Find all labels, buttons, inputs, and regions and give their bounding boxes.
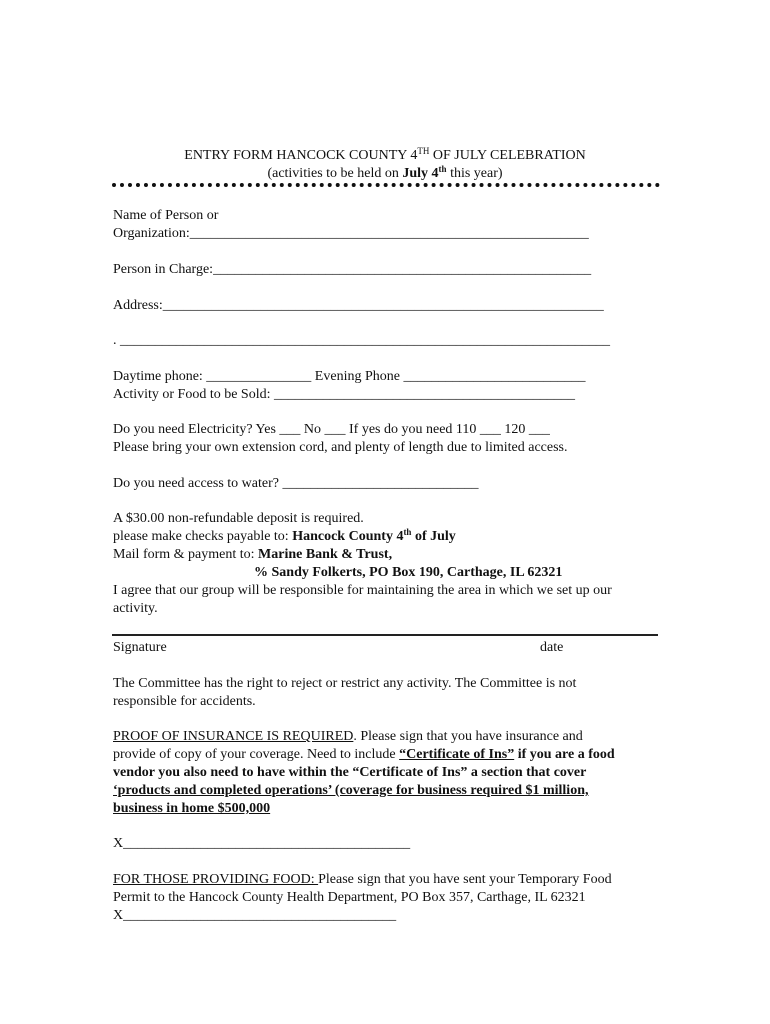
payable-to-line xyxy=(113,528,456,546)
subtitle-text-end: this year) xyxy=(446,166,503,181)
insurance-heading: PROOF OF INSURANCE IS REQUIRED xyxy=(113,729,354,744)
phone-fields[interactable]: Daytime phone: _______________ Evening Phone __________________________ xyxy=(113,369,586,384)
agreement-line-2: activity. xyxy=(113,601,158,616)
name-label: Name of Person or xyxy=(113,208,219,223)
mailing-address xyxy=(254,564,562,582)
payee-superscript: th xyxy=(403,527,412,537)
signature-line[interactable] xyxy=(112,634,658,636)
form-title xyxy=(0,147,770,165)
insurance-line-1 xyxy=(113,728,583,746)
payee-name-end: of July xyxy=(411,529,456,544)
food-signature-field[interactable]: X_______________________________________ xyxy=(113,908,397,923)
title-superscript: TH xyxy=(417,146,430,156)
person-in-charge-field[interactable]: Person in Charge:______________________________________________________ xyxy=(113,262,592,277)
address-field[interactable]: Address:_______________________________________________________________ xyxy=(113,298,604,313)
insurance-line-4 xyxy=(113,782,588,800)
food-vendor-text: if you are a food xyxy=(514,747,615,762)
deposit-text: A $30.00 non-refundable deposit is required. xyxy=(113,511,364,526)
mail-to-label: Mail form & payment to: xyxy=(113,547,259,562)
insurance-line-2 xyxy=(113,746,615,764)
subtitle-text: (activities to be held on xyxy=(267,166,403,181)
bank-name: Marine Bank & Trust, xyxy=(258,547,393,562)
payee-name: Hancock County 4 xyxy=(292,529,404,544)
payable-label: please make checks payable to: xyxy=(113,529,293,544)
committee-line-1: The Committee has the right to reject or restrict any activity. The Committee is not xyxy=(113,676,577,691)
electricity-question[interactable]: Do you need Electricity? Yes ___ No ___ If yes do you need 110 ___ 120 ___ xyxy=(113,422,550,437)
mailing-address-text: % Sandy Folkerts, PO Box 190, Carthage, IL 62321 xyxy=(254,565,563,580)
mail-to-line xyxy=(113,546,392,564)
activity-field[interactable]: Activity or Food to be Sold: ___________________________________________ xyxy=(113,387,575,402)
insurance-home-text: business in home $500,000 xyxy=(113,801,271,816)
title-text-end: OF JULY CELEBRATION xyxy=(429,148,586,163)
agreement-line-1: I agree that our group will be responsible for maintaining the area in which we set up our xyxy=(113,583,612,598)
subtitle-superscript: th xyxy=(438,164,447,174)
insurance-signature-field[interactable]: X_________________________________________ xyxy=(113,836,411,851)
food-heading: FOR THOSE PROVIDING FOOD: xyxy=(113,872,319,887)
extension-cord-note: Please bring your own extension cord, and plenty of length due to limited access. xyxy=(113,440,568,455)
insurance-line-3 xyxy=(113,764,586,782)
insurance-products-text: ‘products and completed operations’ (coverage for business required $1 million, xyxy=(113,783,589,798)
address-line-2-field[interactable]: . ______________________________________________________________________ xyxy=(113,333,610,348)
insurance-instruction: . Please sign that you have insurance and xyxy=(353,729,583,744)
insurance-vendor-text: vendor you also need to have within the “Certificate of Ins” a section that cover xyxy=(113,765,587,780)
organization-field[interactable]: Organization:_________________________________________________________ xyxy=(113,226,589,241)
certificate-of-ins-text: “Certificate of Ins” xyxy=(399,747,515,762)
form-subtitle xyxy=(0,165,770,183)
committee-line-2: responsible for accidents. xyxy=(113,694,256,709)
insurance-line-5 xyxy=(113,800,270,818)
insurance-coverage-text: provide of copy of your coverage. Need to include xyxy=(113,747,400,762)
food-line-2: Permit to the Hancock County Health Department, PO Box 357, Carthage, IL 62321 xyxy=(113,890,586,905)
dotted-divider xyxy=(112,183,660,187)
water-question[interactable]: Do you need access to water? ____________________________ xyxy=(113,476,479,491)
date-label: date xyxy=(540,640,564,655)
title-text: ENTRY FORM HANCOCK COUNTY 4 xyxy=(184,148,418,163)
food-instruction: Please sign that you have sent your Temporary Food xyxy=(318,872,612,887)
subtitle-date: July 4 xyxy=(402,166,439,181)
signature-label: Signature xyxy=(113,640,167,655)
food-line-1 xyxy=(113,871,612,889)
